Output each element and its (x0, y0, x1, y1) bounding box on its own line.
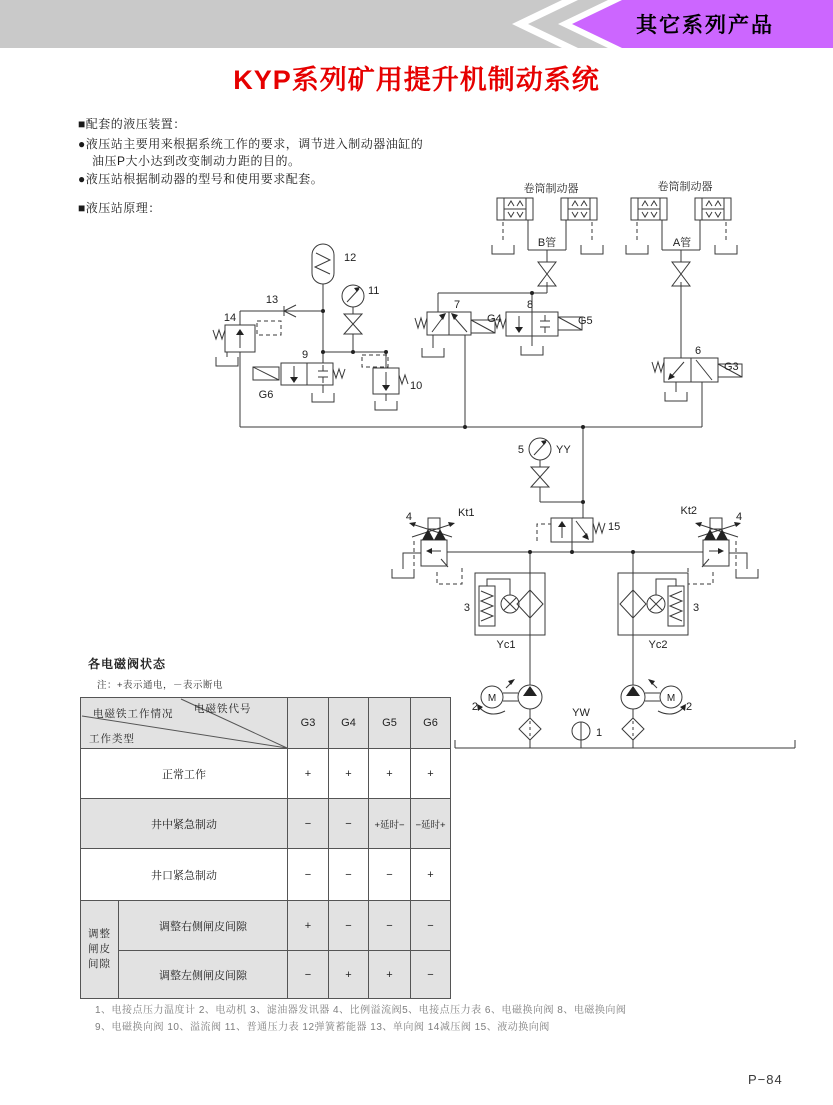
diagram-label: 13 (265, 294, 279, 306)
column-header-g4: G4 (329, 698, 369, 749)
cell-value: − (329, 901, 369, 951)
diagram-label: 5 (517, 444, 524, 456)
cell-value: + (288, 901, 329, 951)
diagram-label: 4 (736, 511, 743, 523)
group-label-adjust-brake-shoe-gap (81, 901, 119, 999)
group-label-line: 闸皮 (88, 943, 111, 955)
solenoid-state-table (80, 697, 451, 999)
diagram-label: 6 (694, 345, 702, 357)
cell-value: − (288, 849, 329, 901)
cell-value: − (411, 951, 451, 999)
corner-label-type: 工作类型 (89, 733, 135, 745)
cell-value: − (288, 951, 329, 999)
cell-value: − (329, 799, 369, 849)
cell-value: + (411, 849, 451, 901)
diagram-label: 3 (693, 602, 700, 614)
diagram-label: 8 (526, 299, 534, 311)
diagram-label: 12 (344, 252, 357, 264)
diagram-label: 2 (686, 701, 693, 713)
column-header-g3: G3 (288, 698, 329, 749)
component-legend (95, 1002, 755, 1036)
diagram-label: Kt2 (680, 505, 697, 517)
diagram-label: YW (572, 707, 590, 719)
cell-value: − (411, 901, 451, 951)
diagram-label: M (487, 693, 497, 704)
diagram-label: 15 (608, 521, 621, 533)
diagram-label: YY (556, 444, 571, 456)
cell-value: − (288, 799, 329, 849)
intro-bullet1-line1: ●液压站主要用来根据系统工作的要求，调节进入制动器油缸的 (78, 137, 424, 151)
cell-value: +延时− (369, 799, 411, 849)
diagram-label: G4 (487, 313, 502, 325)
column-header-g5: G5 (369, 698, 411, 749)
column-header-g6: G6 (411, 698, 451, 749)
diagram-label: 11 (368, 285, 380, 297)
diagram-label: 卷筒制动器 (657, 181, 713, 193)
legend-line-2: 9、电磁换向阀 10、溢流阀 11、普通压力表 12弹簧蓄能器 13、单向阀 14减压阀 15、液动换向阀 (95, 1022, 550, 1033)
diagram-label: Yc1 (496, 639, 516, 651)
row-label-normal-work: 正常工作 (81, 749, 288, 799)
group-label-line: 调整 (88, 928, 111, 940)
cell-value: − (369, 901, 411, 951)
cell-value: + (329, 749, 369, 799)
page-number: P−84 (748, 1072, 783, 1087)
row-label-adjust-left-gap: 调整左侧闸皮间隙 (119, 951, 288, 999)
diagram-label: G3 (724, 361, 739, 373)
diagram-label: 2 (471, 701, 478, 713)
intro-heading-principle: ■液压站原理： (78, 201, 161, 215)
diagram-label: G5 (578, 315, 593, 327)
diagram-label: 3 (463, 602, 470, 614)
table-note: 注：+表示通电，－表示断电 (97, 680, 224, 691)
cell-value: + (369, 951, 411, 999)
intro-bullet2: ●液压站根据制动器的型号和使用要求配套。 (78, 172, 324, 186)
diagram-label: Yc2 (648, 639, 668, 651)
cell-value: + (411, 749, 451, 799)
intro-heading-devices: ■配套的液压装置： (78, 117, 186, 131)
row-label-adjust-right-gap: 调整右侧闸皮间隙 (119, 901, 288, 951)
diagram-label: A管 (672, 237, 692, 249)
corner-label-code: 电磁铁代号 (194, 703, 252, 715)
diagram-label: B管 (537, 237, 557, 249)
diagram-label: G6 (258, 389, 274, 401)
cell-value: + (329, 951, 369, 999)
diagram-label: 7 (453, 299, 461, 311)
group-label-line: 间隙 (88, 958, 111, 970)
diagram-label: 1 (596, 727, 603, 739)
diagram-label: M (666, 693, 676, 704)
row-label-midshaft-emergency-brake: 井中紧急制动 (81, 799, 288, 849)
diagram-label: 10 (410, 380, 423, 392)
cell-value: + (369, 749, 411, 799)
cell-value: −延时+ (411, 799, 451, 849)
diagram-labels (224, 179, 742, 739)
corner-label-situation: 电磁铁工作情况 (93, 708, 174, 720)
schematic-lines (213, 198, 795, 748)
diagram-label: Kt1 (458, 507, 475, 519)
table-title: 各电磁阀状态 (88, 657, 167, 671)
cell-value: − (329, 849, 369, 901)
diagram-label: 14 (223, 312, 237, 324)
legend-line-1: 1、电接点压力温度计 2、电动机 3、滤油器发讯器 4、比例溢流阀5、电接点压力表 6、电磁换向阀 8、电磁换向阀 (95, 1005, 627, 1016)
cell-value: − (369, 849, 411, 901)
table-corner-cell (81, 698, 288, 749)
cell-value: + (288, 749, 329, 799)
series-banner-label: 其它系列产品 (636, 14, 774, 37)
diagram-label: 4 (405, 511, 412, 523)
row-label-wellhead-emergency-brake: 井口紧急制动 (81, 849, 288, 901)
diagram-label: 9 (301, 349, 309, 361)
diagram-label: 卷筒制动器 (523, 183, 579, 195)
intro-bullet1-line2: 油压P大小达到改变制动力距的目的。 (92, 154, 301, 168)
page-title: KYP系列矿用提升机制动系统 (233, 65, 600, 95)
